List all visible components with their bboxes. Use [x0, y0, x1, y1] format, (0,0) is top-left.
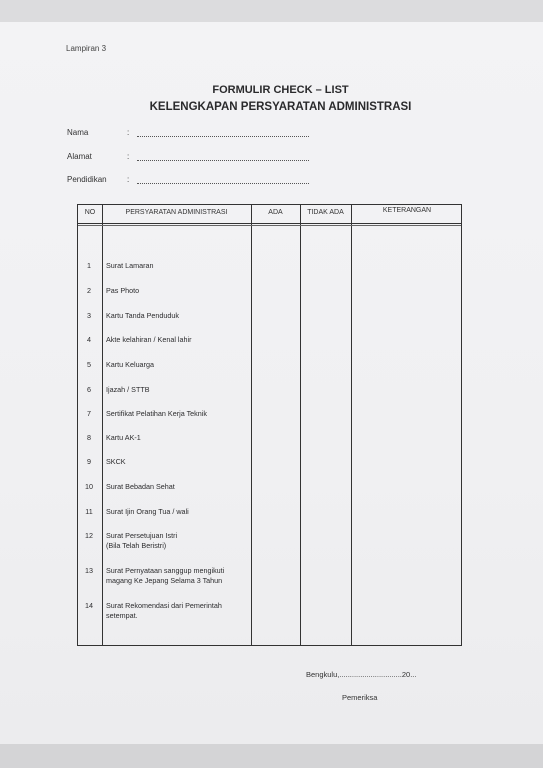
row-number: 14	[85, 601, 93, 610]
row-number: 4	[87, 335, 91, 344]
education-field	[67, 175, 327, 187]
column-divider	[251, 205, 252, 645]
name-colon: :	[127, 128, 130, 137]
row-number: 12	[85, 531, 93, 540]
column-divider	[102, 205, 103, 645]
row-requirement: Surat Lamaran	[106, 261, 154, 270]
row-number: 3	[87, 311, 91, 320]
address-colon: :	[127, 152, 130, 161]
attachment-label: Lampiran 3	[66, 44, 107, 53]
name-blank-line	[137, 136, 309, 137]
row-requirement: SKCK	[106, 457, 126, 466]
row-requirement: Kartu Tanda Penduduk	[106, 311, 179, 320]
requirements-table	[77, 204, 462, 646]
column-divider	[300, 205, 301, 645]
name-label: Nama	[67, 128, 89, 137]
background-shadow	[0, 744, 543, 768]
row-number: 10	[85, 482, 93, 491]
examiner-label: Pemeriksa	[342, 693, 378, 702]
education-label: Pendidikan	[67, 175, 107, 184]
form-subtitle: KELENGKAPAN PERSYARATAN ADMINISTRASI	[149, 101, 412, 113]
name-field	[67, 128, 327, 140]
address-field	[67, 152, 327, 164]
row-number: 9	[87, 457, 91, 466]
column-divider	[351, 205, 352, 645]
row-requirement: Kartu AK-1	[106, 433, 141, 442]
row-requirement: Surat Pernyataan sanggup mengikuti magang Ke Jepang Selama 3 Tahun	[106, 566, 225, 585]
header-keterangan: KETERANGAN	[382, 207, 432, 214]
row-number: 13	[85, 566, 93, 575]
row-number: 8	[87, 433, 91, 442]
education-blank-line	[137, 183, 309, 184]
form-title: FORMULIR CHECK – LIST	[212, 84, 349, 96]
header-no: NO	[84, 209, 96, 216]
place-date-line: Bengkulu,..............................20...	[306, 670, 417, 679]
row-requirement: Surat Rekomendasi dari Pemerintah setempat.	[106, 601, 222, 620]
row-requirement: Surat Bebadan Sehat	[106, 482, 175, 491]
education-colon: :	[127, 175, 130, 184]
row-number: 6	[87, 385, 91, 394]
address-blank-line	[137, 160, 309, 161]
document-page	[0, 22, 543, 744]
row-number: 5	[87, 360, 91, 369]
header-requirement: PERSYARATAN ADMINISTRASI	[125, 209, 228, 216]
row-requirement: Ijazah / STTB	[106, 385, 150, 394]
header-ada: ADA	[268, 209, 283, 216]
header-tidak-ada: TIDAK ADA	[307, 209, 344, 216]
row-requirement: Sertifikat Pelatihan Kerja Teknik	[106, 409, 207, 418]
row-number: 7	[87, 409, 91, 418]
header-divider	[78, 223, 461, 224]
row-requirement: Surat Ijin Orang Tua / wali	[106, 507, 189, 516]
header-divider-double	[78, 225, 461, 226]
row-number: 2	[87, 286, 91, 295]
row-number: 11	[85, 507, 93, 516]
row-requirement: Pas Photo	[106, 286, 140, 295]
address-label: Alamat	[67, 152, 92, 161]
row-number: 1	[87, 261, 91, 270]
row-requirement: Surat Persetujuan Istri (Bila Telah Beristri)	[106, 531, 178, 550]
row-requirement: Kartu Keluarga	[106, 360, 154, 369]
row-requirement: Akte kelahiran / Kenal lahir	[106, 335, 192, 344]
